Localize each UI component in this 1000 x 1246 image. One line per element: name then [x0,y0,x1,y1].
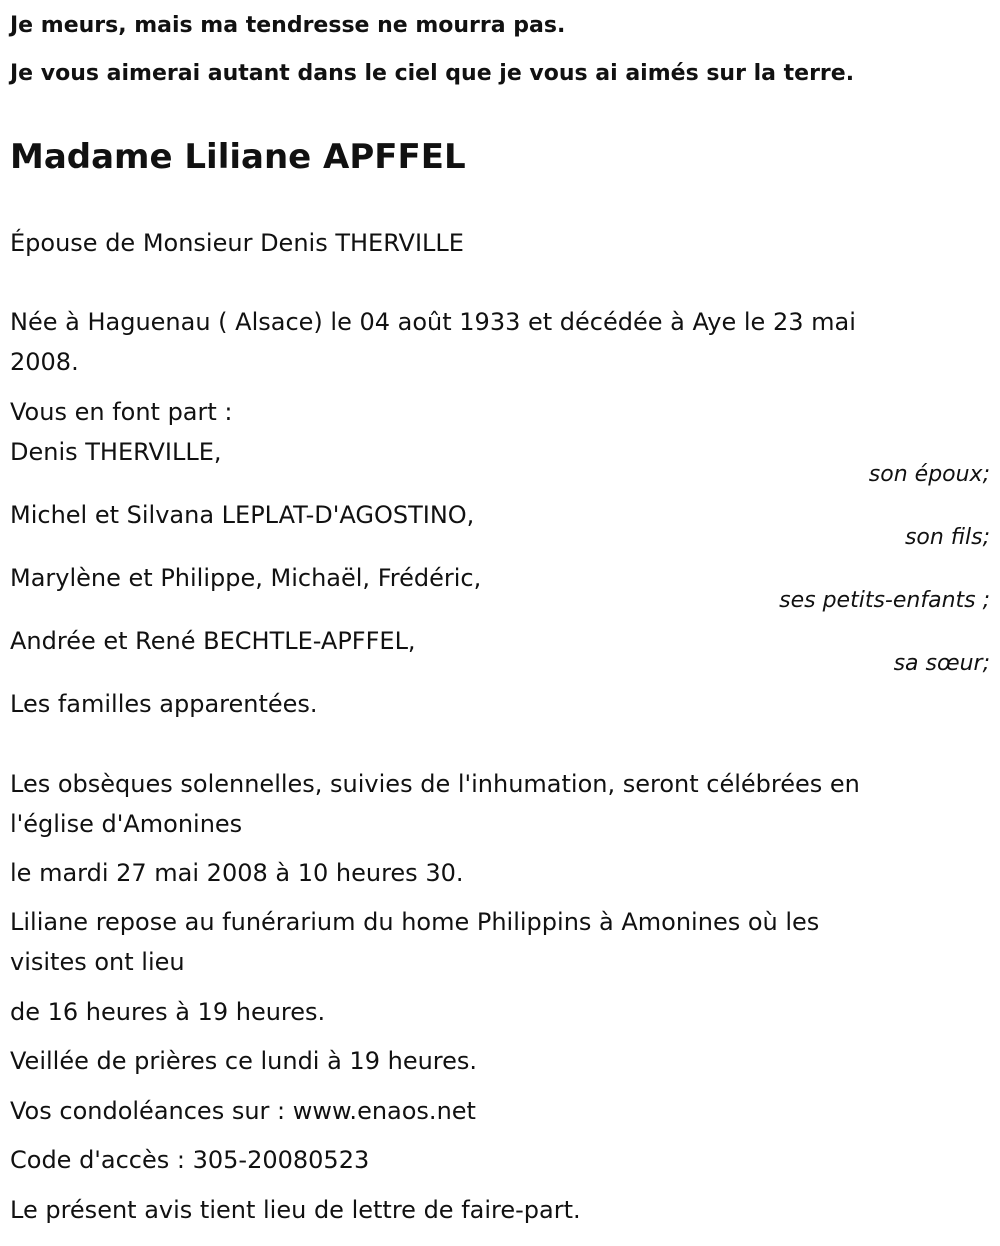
vigil-line: Veillée de prières ce lundi à 19 heures. [10,1047,478,1075]
repose-line-1: Liliane repose au funérarium du home Philippins à Amonines où les [10,908,820,936]
quote-line-2: Je vous aimerai autant dans le ciel que je vous ai aimés sur la terre. [10,61,855,86]
access-code-line: Code d'accès : 305-20080523 [10,1146,370,1174]
funeral-date: le mardi 27 mai 2008 à 10 heures 30. [10,859,464,887]
family-member-relation: son époux; [868,462,990,487]
birth-death-line-2: 2008. [10,348,79,376]
condolences-line: Vos condoléances sur : www.enaos.net [10,1097,476,1125]
family-member-relation: sa sœur; [893,651,990,676]
family-member-names: Marylène et Philippe, Michaël, Frédéric, [10,564,482,592]
visiting-hours: de 16 heures à 19 heures. [10,998,326,1026]
relatives-line: Les familles apparentées. [10,690,318,718]
family-member-names: Andrée et René BECHTLE-APFFEL, [10,627,416,655]
announcement-intro: Vous en font part : [10,398,233,426]
closing-line: Le présent avis tient lieu de lettre de faire-part. [10,1196,581,1224]
funeral-service-line-1: Les obsèques solennelles, suivies de l'inhumation, seront célébrées en [10,770,860,798]
family-member-names: Denis THERVILLE, [10,438,222,466]
funeral-service-line-2: l'église d'Amonines [10,810,243,838]
family-member-relation: ses petits-enfants ; [779,588,990,613]
birth-death-line-1: Née à Haguenau ( Alsace) le 04 août 1933 et décédée à Aye le 23 mai [10,308,856,336]
deceased-name: Madame Liliane APFFEL [10,137,466,177]
quote-line-1: Je meurs, mais ma tendresse ne mourra pas. [10,13,566,38]
repose-line-2: visites ont lieu [10,948,185,976]
family-member-relation: son fils; [904,525,990,550]
family-member-names: Michel et Silvana LEPLAT-D'AGOSTINO, [10,501,475,529]
spouse-line: Épouse de Monsieur Denis THERVILLE [10,229,464,257]
